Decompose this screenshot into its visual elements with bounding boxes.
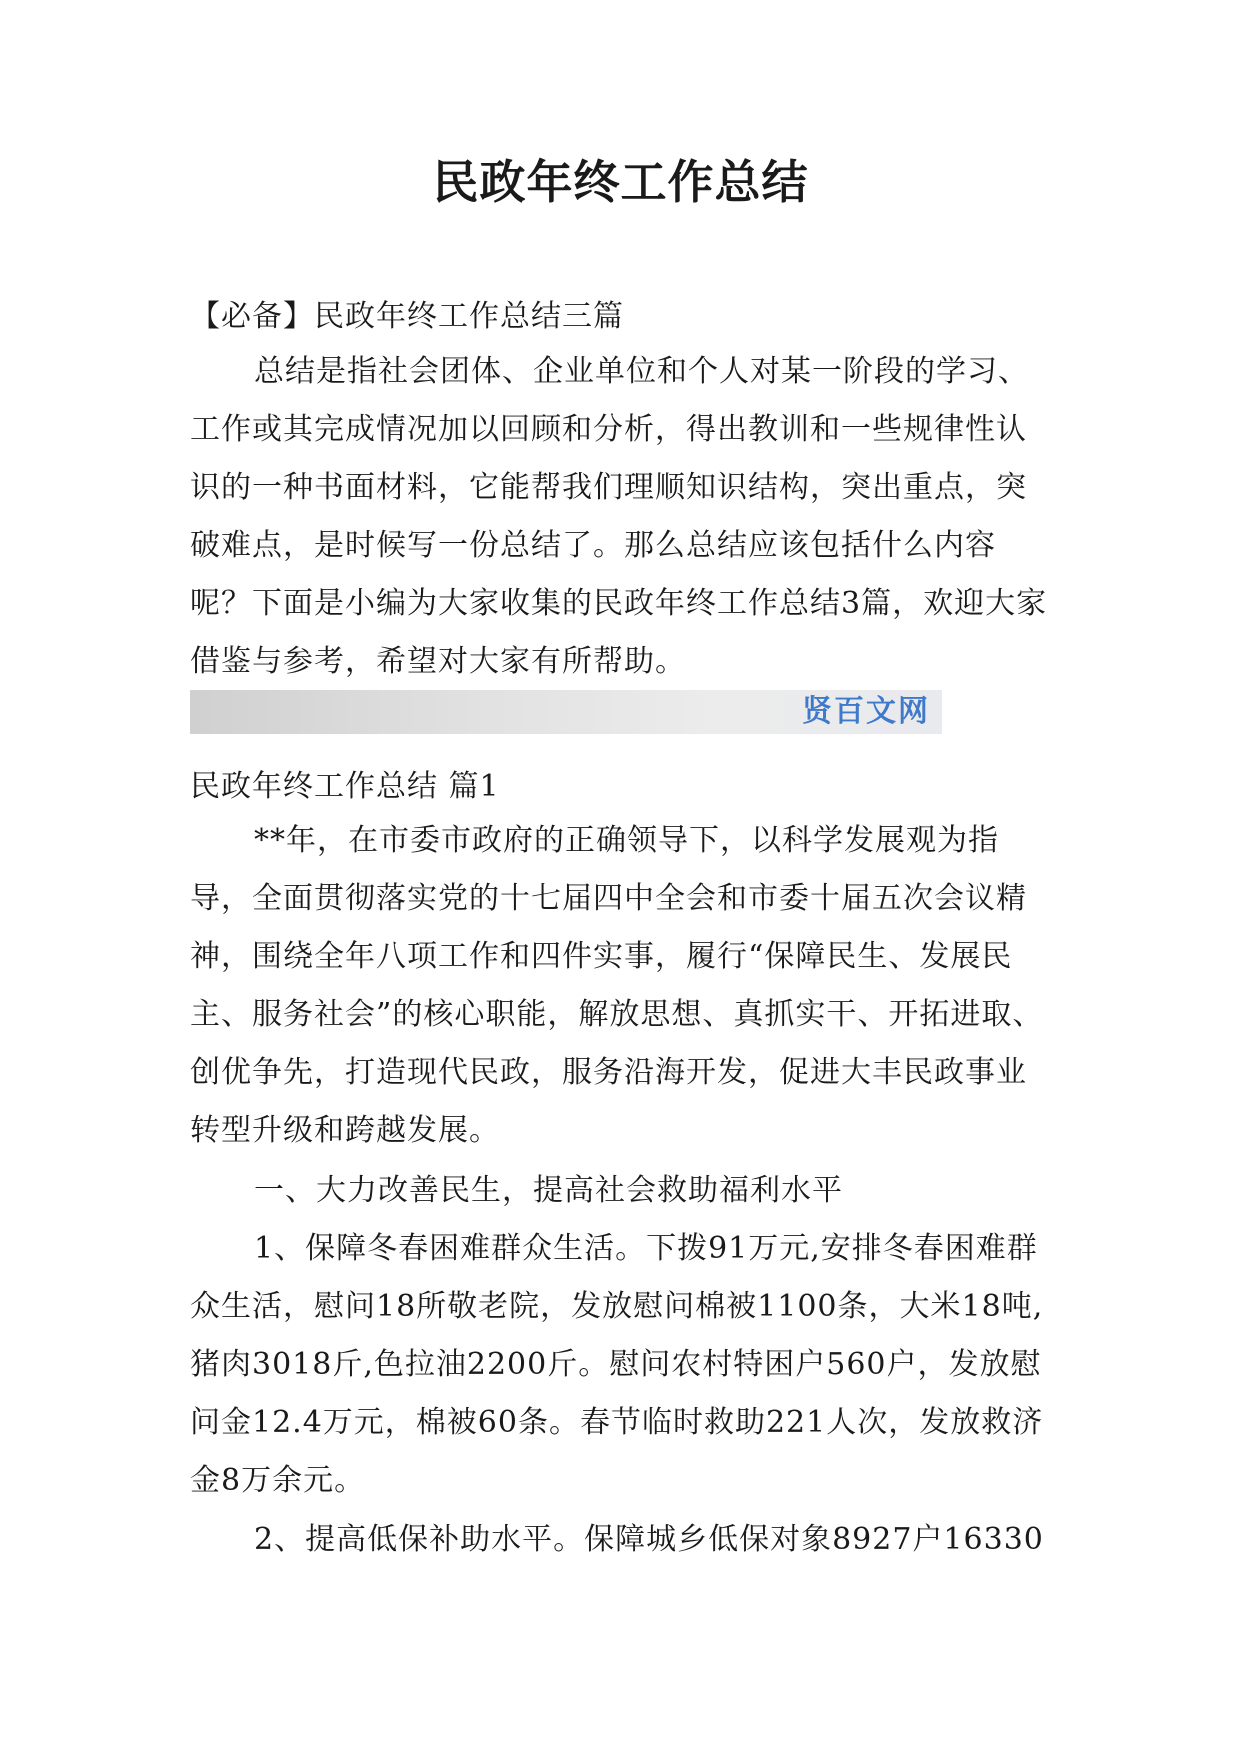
list-item: 1、保障冬春困难群众生活。下拨91万元,安排冬春困难群众生活，慰问18所敬老院，发放慰问棉被1100条，大米18吨,猪肉3018斤,色拉油2200斤。慰问农村特困户560户，发放慰问金12.4万元，棉被60条。春节临时救助221人次，发放救济金8万余元。 (190, 1231, 1044, 1498)
part-heading: 民政年终工作总结 篇1 (190, 769, 500, 804)
section-heading: 一、大力改善民生，提高社会救助福利水平 (254, 1173, 843, 1208)
document-subheading: 【必备】民政年终工作总结三篇 (190, 299, 624, 334)
site-logo: 贤百文网 (802, 694, 930, 729)
banner-image (190, 690, 942, 734)
document-title: 民政年终工作总结 (432, 155, 809, 209)
body-paragraph: **年，在市委市政府的正确领导下，以科学发展观为指导，全面贯彻落实党的十七届四中全会和市委十届五次会议精神，围绕全年八项工作和四件实事，履行“保障民生、发展民主、服务社会”的核心职能，解放思想、真抓实干、开拓进取、创优争先，打造现代民政，服务沿海开发，促进大丰民政事业转型升级和跨越发展。 (190, 823, 1044, 1148)
intro-paragraph: 总结是指社会团体、企业单位和个人对某一阶段的学习、工作或其完成情况加以回顾和分析，得出教训和一些规律性认识的一种书面材料，它能帮我们理顺知识结构，突出重点，突破难点，是时候写一份总结了。那么总结应该包括什么内容呢？下面是小编为大家收集的民政年终工作总结3篇，欢迎大家借鉴与参考，希望对大家有所帮助。 (190, 354, 1048, 679)
list-item: 2、提高低保补助水平。保障城乡低保对象8927户16330 (254, 1522, 1044, 1557)
